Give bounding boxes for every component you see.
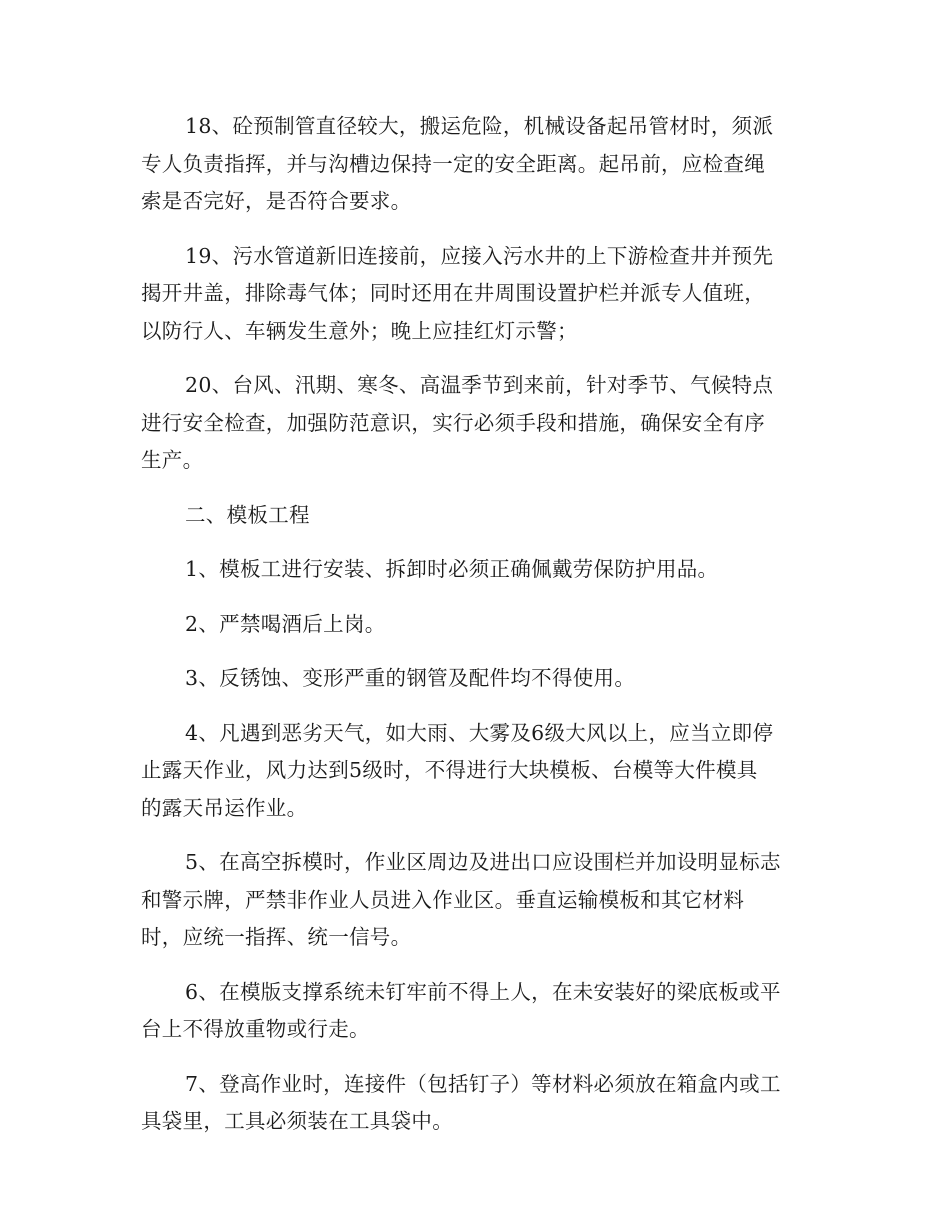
text-line: 专人负责指挥，并与沟槽边保持一定的安全距离。起吊前，应检查绳 <box>141 151 765 176</box>
text-line: 止露天作业，风力达到5级时，不得进行大块模板、台模等大件模具 <box>141 758 758 782</box>
text-line: 20、台风、汛期、寒冬、高温季节到来前，针对季节、气候特点 <box>185 373 774 397</box>
text-line: 6、在模版支撑系统未钉牢前不得上人，在未安装好的梁底板或平 <box>185 979 781 1004</box>
text-line: 索是否完好，是否符合要求。 <box>141 189 412 213</box>
paragraph-19 <box>141 238 809 351</box>
paragraph-7 <box>141 1066 809 1141</box>
text-line: 2、严禁喝酒后上岗。 <box>185 611 386 636</box>
text-line: 台上不得放重物或行走。 <box>141 1017 370 1041</box>
text-line: 19、污水管道新旧连接前，应接入污水井的上下游检查井并预先 <box>185 243 774 268</box>
text-line: 4、凡遇到恶劣天气，如大雨、大雾及6级大风以上，应当立即停 <box>185 720 774 745</box>
text-line: 揭开井盖，排除毒气体；同时还用在井周围设置护栏并派专人值班， <box>141 281 765 305</box>
paragraph-1 <box>141 551 809 589</box>
paragraph-20 <box>141 367 809 480</box>
paragraph-3 <box>141 660 809 698</box>
text-line: 和警示牌，严禁非作业人员进入作业区。垂直运输模板和其它材料 <box>141 887 745 912</box>
text-line: 7、登高作业时，连接件（包括钉子）等材料必须放在箱盒内或工 <box>185 1071 781 1096</box>
text-line: 18、砼预制管直径较大，搬运危险，机械设备起吊管材时，须派 <box>185 114 774 138</box>
paragraph-6 <box>141 974 809 1049</box>
section-heading <box>141 497 809 535</box>
text-line: 进行安全检查，加强防范意识，实行必须手段和措施，确保安全有序 <box>141 410 765 435</box>
paragraph-5 <box>141 844 809 957</box>
heading-text: 二、模板工程 <box>185 502 310 527</box>
text-line: 以防行人、车辆发生意外；晚上应挂红灯示警； <box>141 318 578 343</box>
text-line: 的露天吊运作业。 <box>141 795 308 820</box>
paragraph-2 <box>141 606 809 644</box>
document-body <box>141 108 809 1158</box>
text-line: 1、模板工进行安装、拆卸时必须正确佩戴劳保防护用品。 <box>185 557 719 581</box>
text-line: 5、在高空拆模时，作业区周边及进出口应设围栏并加设明显标志 <box>185 850 781 874</box>
text-line: 时，应统一指挥、统一信号。 <box>141 925 412 949</box>
text-line: 生产。 <box>141 448 204 472</box>
text-line: 具袋里，工具必须装在工具袋中。 <box>141 1109 453 1133</box>
paragraph-4 <box>141 715 809 828</box>
paragraph-18 <box>141 108 809 221</box>
text-line: 3、反锈蚀、变形严重的钢管及配件均不得使用。 <box>185 666 636 690</box>
